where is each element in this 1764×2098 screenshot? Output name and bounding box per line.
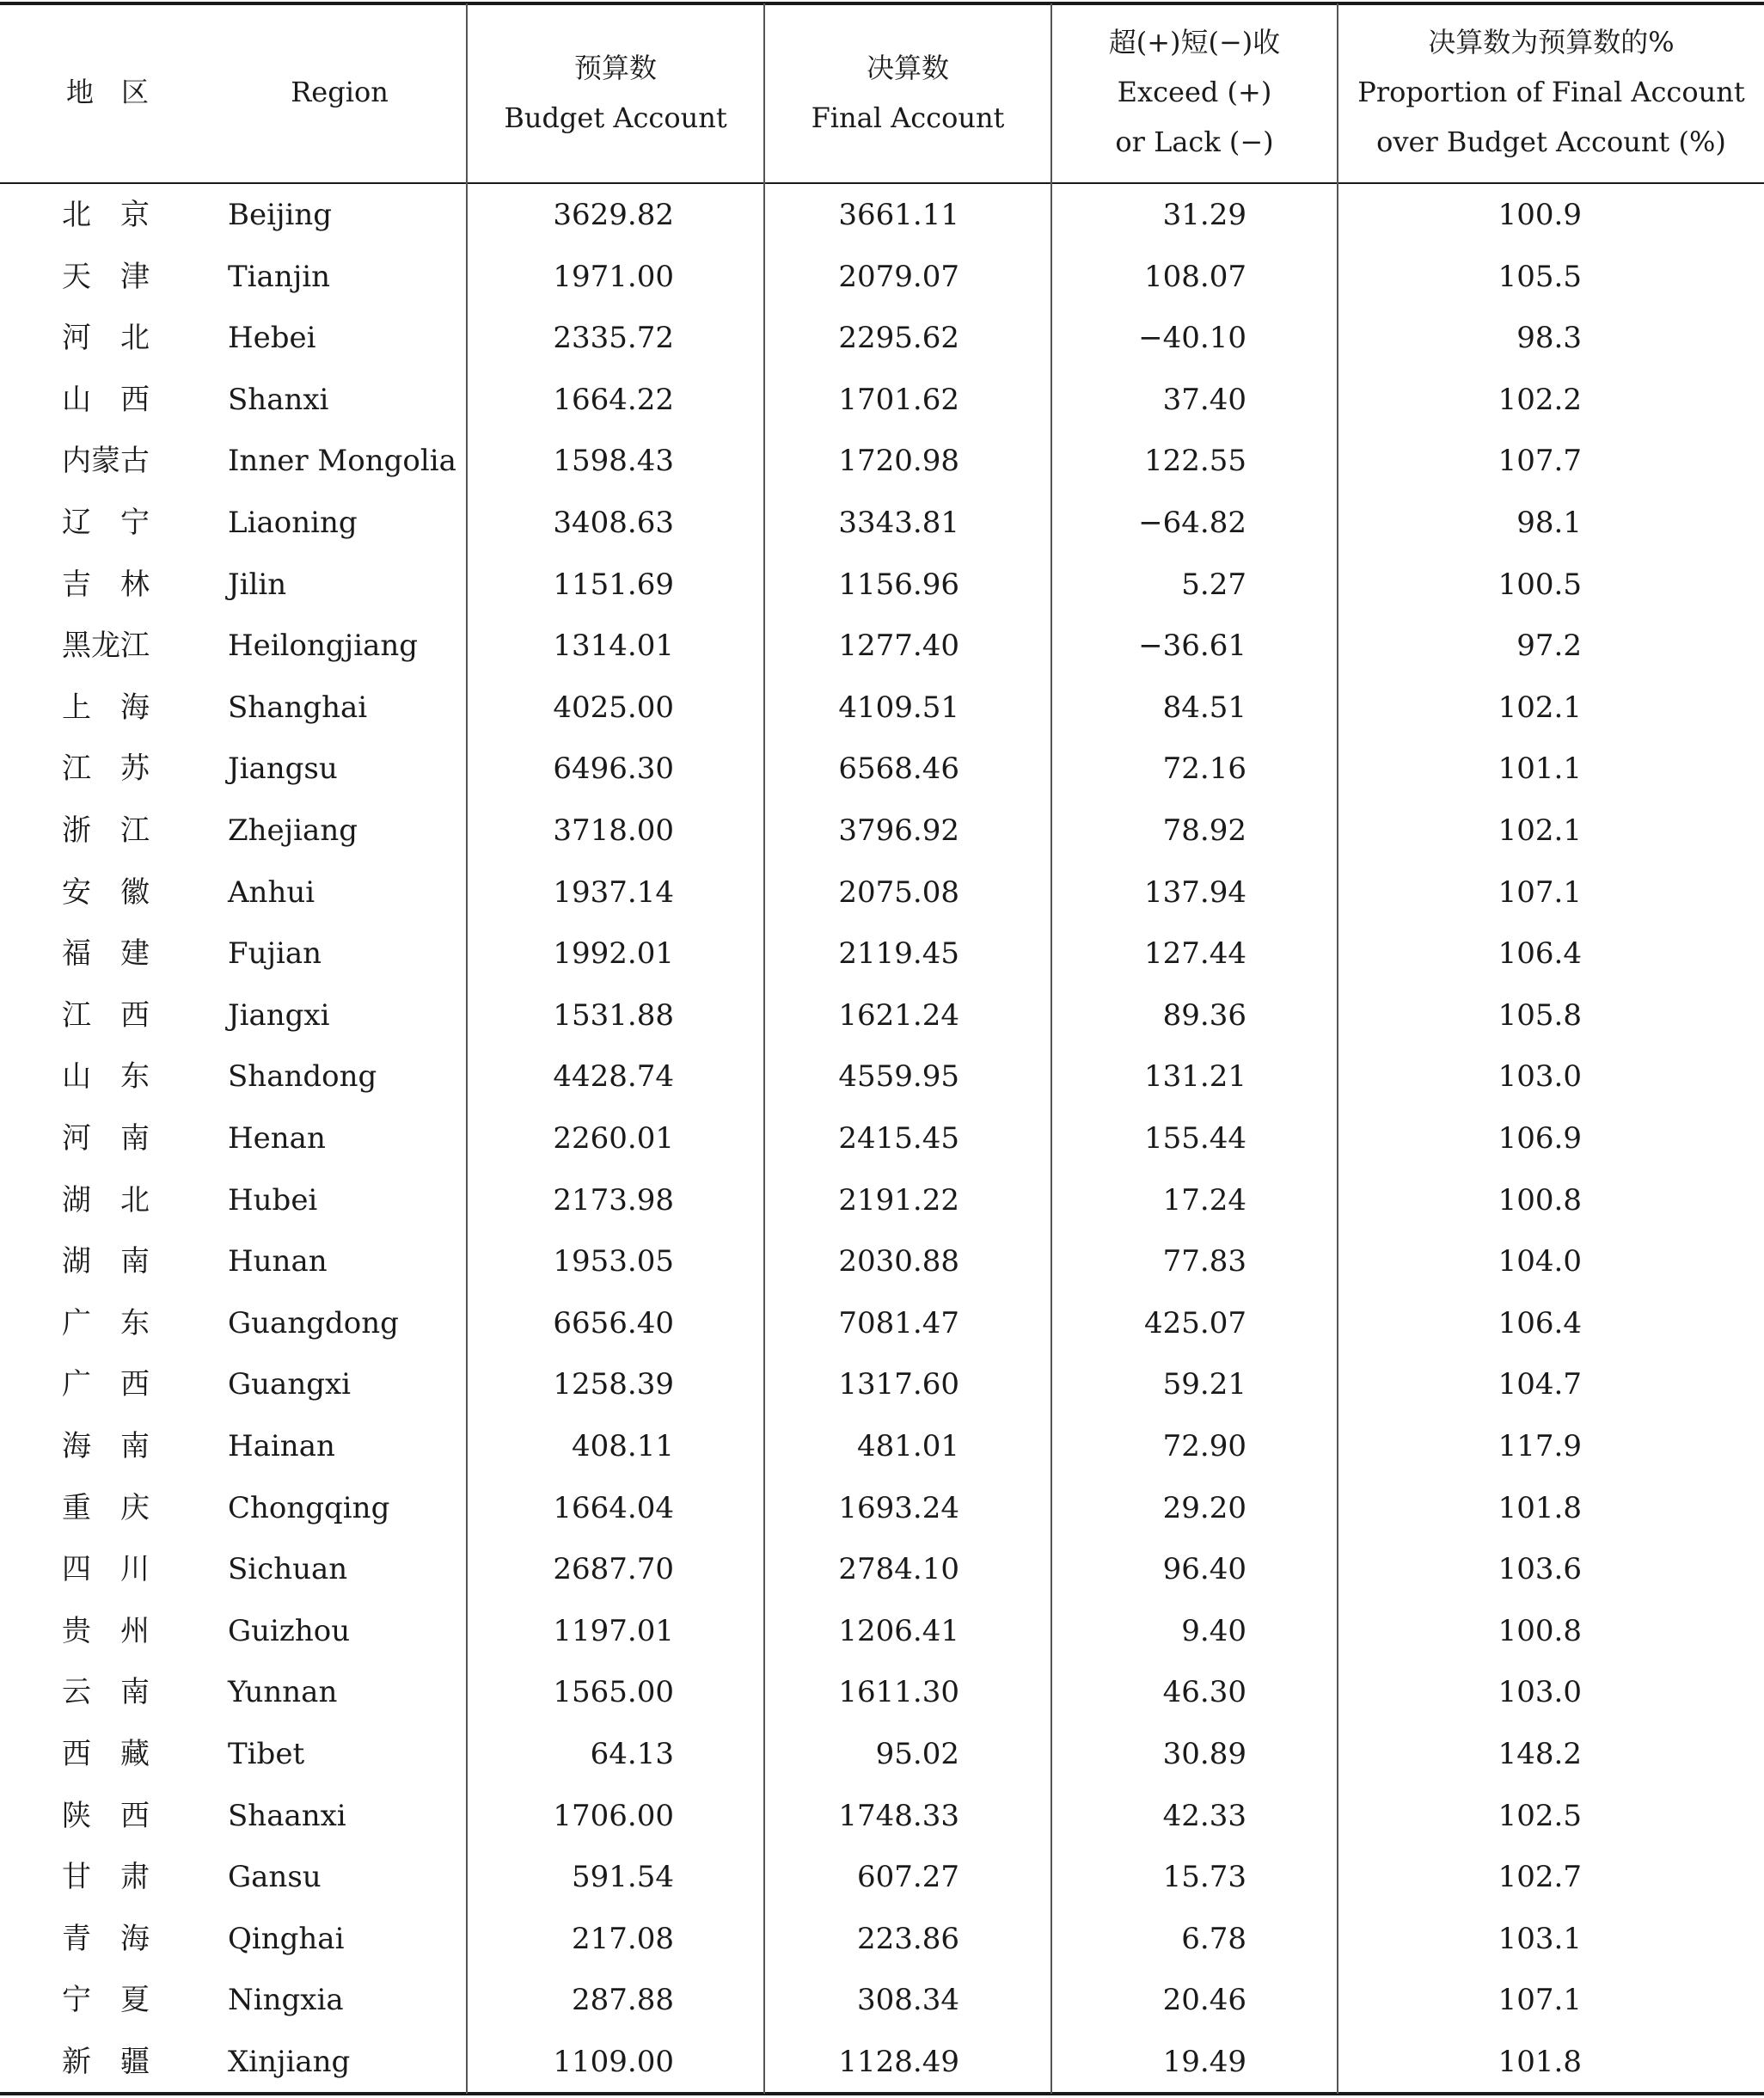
cell-ratio: 103.0 [1498, 1059, 1582, 1094]
cell-region-cn: 宁 夏 [62, 1983, 150, 2017]
cell-region-en: Liaoning [228, 506, 358, 540]
cell-region-cn: 云 南 [62, 1675, 150, 1709]
header-ratio: 决算数为预算数的% Proportion of Final Account over Budget Account (%) [1357, 26, 1745, 158]
cell-budget: 3408.63 [553, 506, 674, 540]
cell-budget: 3629.82 [553, 198, 674, 232]
cell-region-cn: 甘 肃 [62, 1860, 150, 1894]
cell-region-en: Shanghai [228, 690, 368, 725]
cell-region-cn: 四 川 [62, 1552, 150, 1586]
cell-final: 1701.62 [838, 383, 959, 417]
cell-budget: 4428.74 [553, 1059, 674, 1094]
cell-region-cn: 江 苏 [62, 751, 150, 786]
cell-ratio: 101.8 [1498, 2045, 1582, 2079]
cell-budget: 1314.01 [553, 629, 674, 663]
cell-final: 1748.33 [838, 1799, 959, 1833]
cell-region-cn: 海 南 [62, 1429, 150, 1463]
cell-region-en: Tianjin [228, 260, 331, 294]
cell-diff: 29.20 [1162, 1491, 1246, 1525]
cell-final: 1621.24 [838, 998, 959, 1033]
cell-region-en: Hunan [228, 1244, 328, 1279]
cell-region-en: Hebei [228, 321, 316, 355]
cell-region-cn: 河 南 [62, 1121, 150, 1156]
cell-final: 1720.98 [838, 444, 959, 478]
table-bottom-rule [0, 2092, 1764, 2095]
cell-region-en: Inner Mongolia [228, 444, 456, 478]
cell-ratio: 102.1 [1498, 690, 1582, 725]
cell-region-cn: 重 庆 [62, 1491, 150, 1525]
cell-region-cn: 广 西 [62, 1367, 150, 1402]
cell-budget: 1664.22 [553, 383, 674, 417]
cell-final: 223.86 [857, 1922, 959, 1956]
cell-ratio: 98.3 [1516, 321, 1582, 355]
cell-region-cn: 吉 林 [62, 567, 150, 602]
cell-region-en: Guangxi [228, 1367, 352, 1402]
cell-ratio: 106.9 [1498, 1121, 1582, 1156]
header-final: 决算数 Final Account [811, 52, 1005, 134]
cell-final: 1206.41 [838, 1614, 959, 1648]
cell-ratio: 100.5 [1498, 567, 1582, 602]
cell-final: 2119.45 [838, 936, 959, 971]
cell-diff: 46.30 [1162, 1675, 1246, 1709]
cell-diff: 19.49 [1162, 2045, 1246, 2079]
cell-ratio: 97.2 [1516, 629, 1582, 663]
cell-final: 1156.96 [838, 567, 959, 602]
cell-diff: 6.78 [1181, 1922, 1246, 1956]
cell-diff: 127.44 [1144, 936, 1246, 971]
cell-ratio: 102.7 [1498, 1860, 1582, 1894]
cell-diff: 131.21 [1144, 1059, 1246, 1094]
cell-diff: 78.92 [1162, 813, 1246, 848]
cell-region-cn: 山 西 [62, 383, 150, 417]
cell-region-cn: 天 津 [62, 260, 150, 294]
cell-region-en: Xinjiang [228, 2045, 351, 2079]
cell-region-en: Fujian [228, 936, 322, 971]
cell-region-en: Qinghai [228, 1922, 345, 1956]
cell-region-en: Hainan [228, 1429, 335, 1463]
cell-budget: 1598.43 [553, 444, 674, 478]
cell-region-en: Shandong [228, 1059, 377, 1094]
cell-budget: 1953.05 [553, 1244, 674, 1279]
cell-budget: 64.13 [590, 1737, 674, 1771]
cell-region-en: Guangdong [228, 1306, 399, 1340]
cell-ratio: 103.0 [1498, 1675, 1582, 1709]
cell-final: 2784.10 [838, 1552, 959, 1586]
cell-region-cn: 福 建 [62, 936, 150, 971]
cell-region-cn: 北 京 [62, 198, 150, 232]
cell-budget: 1151.69 [553, 567, 674, 602]
cell-ratio: 104.7 [1498, 1367, 1582, 1402]
cell-ratio: 100.8 [1498, 1183, 1582, 1218]
cell-final: 308.34 [857, 1983, 959, 2017]
cell-region-en: Tibet [228, 1737, 305, 1771]
cell-final: 7081.47 [838, 1306, 959, 1340]
cell-ratio: 105.5 [1498, 260, 1582, 294]
cell-ratio: 106.4 [1498, 1306, 1582, 1340]
cell-diff: 108.07 [1144, 260, 1246, 294]
cell-region-en: Gansu [228, 1860, 322, 1894]
cell-region-cn: 上 海 [62, 690, 150, 725]
cell-region-en: Shaanxi [228, 1799, 346, 1833]
cell-diff: 42.33 [1162, 1799, 1246, 1833]
cell-region-en: Guizhou [228, 1614, 351, 1648]
cell-region-cn: 陕 西 [62, 1799, 150, 1833]
cell-diff: 89.36 [1162, 998, 1246, 1033]
cell-region-cn: 湖 南 [62, 1244, 150, 1279]
cell-diff: 31.29 [1162, 198, 1246, 232]
cell-region-cn: 湖 北 [62, 1183, 150, 1218]
cell-ratio: 100.9 [1498, 198, 1582, 232]
cell-ratio: 148.2 [1498, 1737, 1582, 1771]
cell-final: 1317.60 [838, 1367, 959, 1402]
cell-budget: 6656.40 [553, 1306, 674, 1340]
cell-final: 4559.95 [838, 1059, 959, 1094]
cell-region-en: Beijing [228, 198, 333, 232]
cell-region-en: Hubei [228, 1183, 318, 1218]
cell-budget: 1565.00 [553, 1675, 674, 1709]
cell-region-en: Heilongjiang [228, 629, 418, 663]
cell-final: 481.01 [857, 1429, 959, 1463]
cell-budget: 287.88 [572, 1983, 674, 2017]
cell-budget: 1937.14 [553, 875, 674, 910]
cell-final: 2075.08 [838, 875, 959, 910]
cell-budget: 1971.00 [553, 260, 674, 294]
cell-ratio: 103.6 [1498, 1552, 1582, 1586]
cell-region-en: Jiangsu [228, 751, 338, 786]
column-divider [1050, 3, 1052, 2094]
cell-diff: 155.44 [1144, 1121, 1246, 1156]
cell-ratio: 102.5 [1498, 1799, 1582, 1833]
cell-budget: 1992.01 [553, 936, 674, 971]
cell-region-en: Shanxi [228, 383, 329, 417]
cell-region-cn: 辽 宁 [62, 506, 150, 540]
cell-budget: 1664.04 [553, 1491, 674, 1525]
cell-diff: −40.10 [1138, 321, 1246, 355]
cell-ratio: 107.1 [1498, 875, 1582, 910]
cell-budget: 1258.39 [553, 1367, 674, 1402]
cell-diff: 17.24 [1162, 1183, 1246, 1218]
cell-ratio: 101.8 [1498, 1491, 1582, 1525]
cell-final: 1128.49 [838, 2045, 959, 2079]
cell-diff: 30.89 [1162, 1737, 1246, 1771]
cell-region-en: Sichuan [228, 1552, 348, 1586]
cell-diff: 37.40 [1162, 383, 1246, 417]
cell-final: 607.27 [857, 1860, 959, 1894]
cell-budget: 2335.72 [553, 321, 674, 355]
cell-region-cn: 广 东 [62, 1306, 150, 1340]
cell-final: 1693.24 [838, 1491, 959, 1525]
cell-diff: 72.16 [1162, 751, 1246, 786]
cell-budget: 1109.00 [553, 2045, 674, 2079]
cell-region-en: Chongqing [228, 1491, 390, 1525]
cell-ratio: 102.1 [1498, 813, 1582, 848]
cell-region-en: Henan [228, 1121, 326, 1156]
column-divider [466, 3, 468, 2094]
cell-region-cn: 新 疆 [62, 2045, 150, 2079]
column-divider [1337, 3, 1338, 2094]
cell-final: 3796.92 [838, 813, 959, 848]
cell-final: 6568.46 [838, 751, 959, 786]
cell-diff: 5.27 [1181, 567, 1246, 602]
cell-region-cn: 浙 江 [62, 813, 150, 848]
cell-ratio: 117.9 [1498, 1429, 1582, 1463]
cell-final: 95.02 [875, 1737, 959, 1771]
cell-diff: 20.46 [1162, 1983, 1246, 2017]
cell-budget: 2173.98 [553, 1183, 674, 1218]
cell-diff: −36.61 [1138, 629, 1246, 663]
cell-ratio: 102.2 [1498, 383, 1582, 417]
cell-region-cn: 西 藏 [62, 1737, 150, 1771]
header-diff: 超(+)短(−)收 Exceed (+) or Lack (−) [1108, 26, 1281, 158]
cell-budget: 2687.70 [553, 1552, 674, 1586]
cell-region-cn: 江 西 [62, 998, 150, 1033]
cell-region-cn: 内蒙古 [62, 444, 150, 478]
cell-ratio: 100.8 [1498, 1614, 1582, 1648]
cell-ratio: 107.7 [1498, 444, 1582, 478]
cell-final: 2415.45 [838, 1121, 959, 1156]
cell-diff: 9.40 [1181, 1614, 1246, 1648]
cell-region-en: Jiangxi [228, 998, 330, 1033]
cell-final: 2295.62 [838, 321, 959, 355]
cell-ratio: 106.4 [1498, 936, 1582, 971]
cell-ratio: 107.1 [1498, 1983, 1582, 2017]
cell-diff: 84.51 [1162, 690, 1246, 725]
cell-diff: 77.83 [1162, 1244, 1246, 1279]
cell-diff: 96.40 [1162, 1552, 1246, 1586]
column-divider [763, 3, 765, 2094]
cell-region-en: Ningxia [228, 1983, 344, 2017]
cell-region-en: Jilin [228, 567, 287, 602]
cell-budget: 1706.00 [553, 1799, 674, 1833]
table-top-rule [0, 2, 1764, 5]
cell-region-cn: 河 北 [62, 321, 150, 355]
cell-region-cn: 贵 州 [62, 1614, 150, 1648]
cell-ratio: 104.0 [1498, 1244, 1582, 1279]
cell-diff: 425.07 [1144, 1306, 1246, 1340]
cell-budget: 6496.30 [553, 751, 674, 786]
cell-region-cn: 山 东 [62, 1059, 150, 1094]
cell-final: 2079.07 [838, 260, 959, 294]
cell-ratio: 101.1 [1498, 751, 1582, 786]
cell-final: 1277.40 [838, 629, 959, 663]
cell-budget: 3718.00 [553, 813, 674, 848]
cell-final: 1611.30 [838, 1675, 959, 1709]
cell-budget: 408.11 [572, 1429, 674, 1463]
header-budget: 预算数 Budget Account [504, 52, 727, 134]
cell-final: 4109.51 [838, 690, 959, 725]
cell-final: 3343.81 [838, 506, 959, 540]
cell-ratio: 98.1 [1516, 506, 1582, 540]
cell-diff: 137.94 [1144, 875, 1246, 910]
cell-region-en: Yunnan [228, 1675, 338, 1709]
cell-budget: 1197.01 [553, 1614, 674, 1648]
cell-region-en: Zhejiang [228, 813, 358, 848]
cell-budget: 1531.88 [553, 998, 674, 1033]
cell-region-cn: 安 徽 [62, 875, 150, 910]
cell-ratio: 103.1 [1498, 1922, 1582, 1956]
cell-diff: 15.73 [1162, 1860, 1246, 1894]
header-region-cn: 地 区 [65, 76, 149, 108]
cell-region-en: Anhui [228, 875, 315, 910]
cell-diff: 59.21 [1162, 1367, 1246, 1402]
cell-budget: 4025.00 [553, 690, 674, 725]
cell-region-cn: 黑龙江 [62, 629, 150, 663]
cell-region-cn: 青 海 [62, 1922, 150, 1956]
cell-final: 2191.22 [838, 1183, 959, 1218]
cell-ratio: 105.8 [1498, 998, 1582, 1033]
header-region-en: Region [291, 76, 389, 108]
cell-diff: 122.55 [1144, 444, 1246, 478]
cell-diff: −64.82 [1138, 506, 1246, 540]
cell-budget: 591.54 [572, 1860, 674, 1894]
cell-budget: 2260.01 [553, 1121, 674, 1156]
header-bottom-rule [0, 182, 1764, 184]
cell-final: 2030.88 [838, 1244, 959, 1279]
cell-budget: 217.08 [572, 1922, 674, 1956]
cell-final: 3661.11 [838, 198, 959, 232]
cell-diff: 72.90 [1162, 1429, 1246, 1463]
